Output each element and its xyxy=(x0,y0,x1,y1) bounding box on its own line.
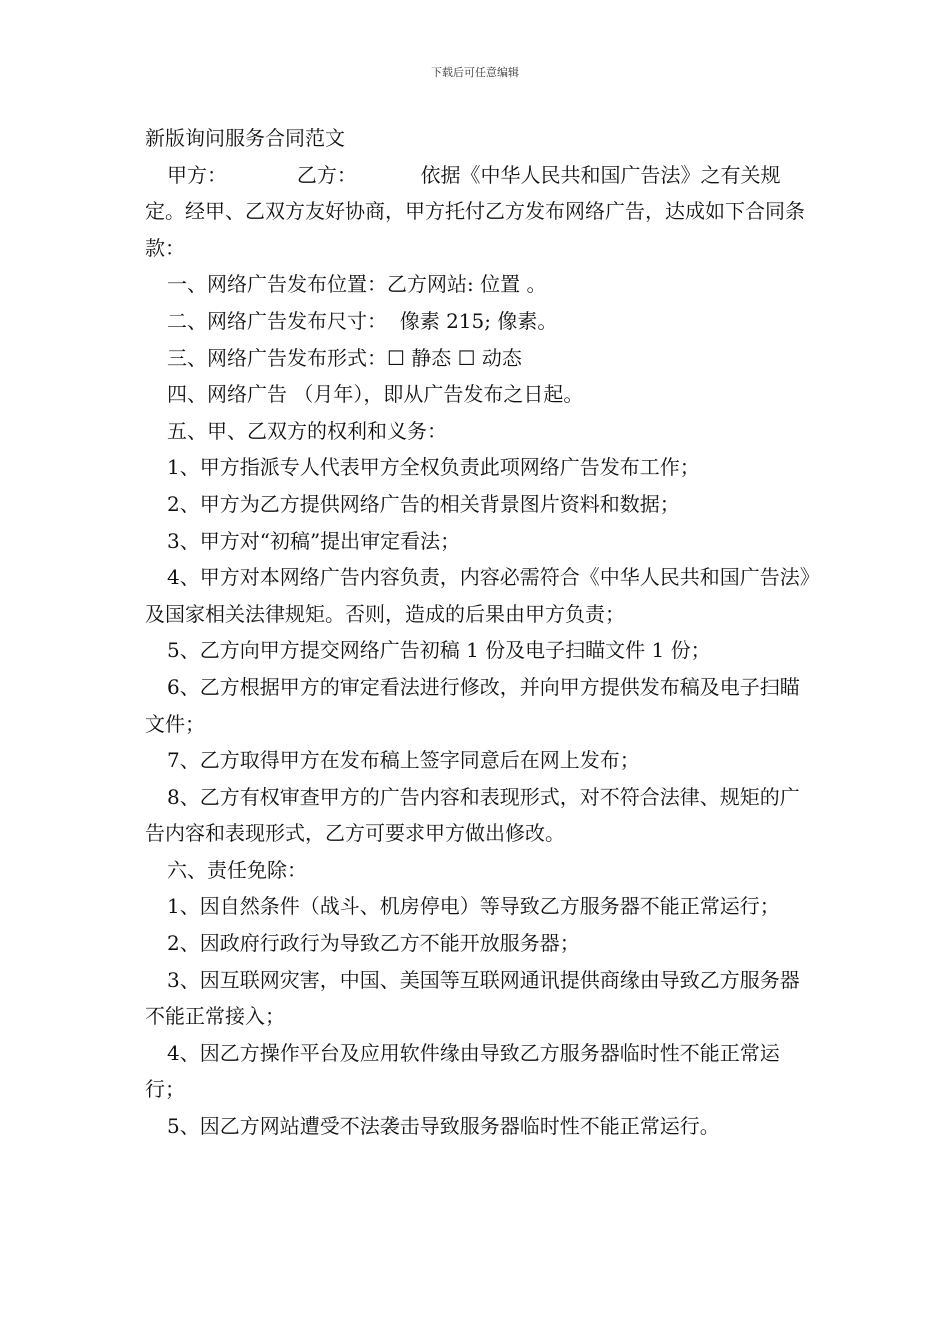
paragraph-intro: 甲方： 乙方： 依据《中华人民共和国广告法》之有关规定。经甲、乙双方友好协商，甲方托付乙方发布网络广告，达成如下合同条款： xyxy=(145,162,805,260)
document-body xyxy=(145,120,810,1145)
clause-6-exemption-heading: 六、责任免除： xyxy=(167,857,307,882)
clause-4-period: 四、网络广告 （月年），即从广告发布之日起。 xyxy=(167,382,584,407)
rights-item-3: 3、甲方对“初稿”提出审定看法； xyxy=(167,528,461,553)
exemption-item-3: 3、因互联网灾害，中国、美国等互联网通讯提供商缘由导致乙方服务器不能正常接入； xyxy=(145,967,800,1029)
page-header: 下载后可任意编辑 xyxy=(431,66,519,79)
rights-item-2: 2、甲方为乙方提供网络广告的相关背景图片资料和数据； xyxy=(167,491,680,516)
clause-2-size: 二、网络广告发布尺寸： 像素 215; 像素。 xyxy=(167,308,558,333)
rights-item-7: 7、乙方取得甲方在发布稿上签字同意后在网上发布； xyxy=(167,748,640,773)
document-title: 新版询问服务合同范文 xyxy=(145,126,345,150)
rights-item-4: 4、甲方对本网络广告内容负责，内容必需符合《中华人民共和国广告法》及国家相关法律规矩。否则，造成的后果由甲方负责； xyxy=(145,565,810,626)
exemption-item-2: 2、因政府行政行为导致乙方不能开放服务器； xyxy=(167,931,580,956)
exemption-item-1: 1、因自然条件（战斗、机房停电）等导致乙方服务器不能正常运行； xyxy=(167,894,780,919)
clause-5-rights-heading: 五、甲、乙双方的权利和义务： xyxy=(167,418,447,443)
exemption-item-5: 5、因乙方网站遭受不法袭击导致服务器临时性不能正常运行。 xyxy=(167,1114,720,1139)
clause-3-form: 三、网络广告发布形式：☐ 静态 ☐ 动态 xyxy=(167,345,522,370)
clause-1-position: 一、网络广告发布位置：乙方网站: 位置 。 xyxy=(167,272,547,297)
exemption-item-4: 4、因乙方操作平台及应用软件缘由导致乙方服务器临时性不能正常运行； xyxy=(145,1040,780,1102)
rights-item-6: 6、乙方根据甲方的审定看法进行修改，并向甲方提供发布稿及电子扫瞄文件； xyxy=(145,674,800,736)
rights-item-5: 5、乙方向甲方提交网络广告初稿 1 份及电子扫瞄文件 1 份； xyxy=(167,638,711,663)
rights-item-1: 1、甲方指派专人代表甲方全权负责此项网络广告发布工作； xyxy=(167,455,700,480)
rights-item-8: 8、乙方有权审查甲方的广告内容和表现形式，对不符合法律、规矩的广告内容和表现形式，乙方可要求甲方做出修改。 xyxy=(145,784,800,846)
